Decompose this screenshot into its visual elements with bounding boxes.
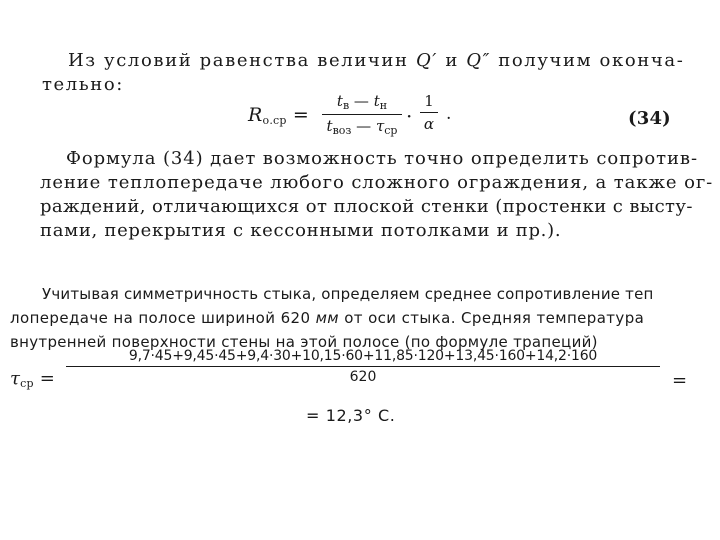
formula34-dot: · [406,104,413,128]
formula34-alpha: α [423,115,435,133]
formula34-den-t-sub: воз [332,124,352,137]
formula34-fraction [322,92,402,137]
formula34-r-symbol: R [248,104,263,126]
tau-trailing-equals: = [672,370,688,391]
formula34-number: (34) [628,108,671,129]
formula34-one-over-alpha-bar [420,112,438,113]
formula34-num-minus: — [353,92,369,110]
tau-subscript: ср [20,377,34,390]
formula34-lhs [248,104,309,127]
q-double-prime-symbol: Q″ [466,50,491,71]
para3-line2 [10,309,644,327]
formula34-one: 1 [424,92,434,110]
para1-line1 [68,50,684,71]
formula34-one-over-alpha [420,92,438,133]
formula34-end-dot: . [446,104,452,124]
para2-line4: пами, перекрытия с кессонными потолками и пр.). [40,220,562,241]
para3-unit-mm: мм [315,309,340,327]
para2-line1: Формула (34) дает возможность точно определить сопротив- [66,148,698,169]
para2-line3: раждений, отличающихся от плоской стенки (простенки с высту- [40,196,693,217]
tau-fraction [66,348,660,385]
tau-denominator: 620 [349,369,377,385]
formula34-den-tau-sub: ср [384,124,398,137]
para3-line2-start: лопередаче на полосе шириной 620 [10,309,311,327]
q-prime-symbol: Q′ [415,50,438,71]
tau-numerator: 9,7·45+9,45·45+9,4·30+10,15·60+11,85·120+13,45·160+14,2·160 [128,348,598,364]
formula34-num-t1-sub: в [342,99,350,112]
tau-fraction-bar [66,366,660,367]
tau-symbol: τ [10,368,21,389]
para3-line1: Учитывая симметричность стыка, определяем среднее сопротивление теп [42,285,654,303]
formula34-r-subscript: о.ср [262,114,287,127]
para1-text-end: получим оконча- [498,50,685,71]
formula34-equals: = [292,104,310,126]
para1-line2: тельно: [42,74,124,95]
formula34-den-minus: — [356,117,372,135]
para3-line3: внутренней поверхности стены на этой полосе (по формуле трапеций) [10,333,598,351]
para3-line2-end: от оси стыка. Средняя температура [344,309,645,327]
formula34-num-t2: t [373,92,380,110]
tau-lhs [10,368,55,390]
formula34-denominator [322,117,402,137]
formula34-den-tau: τ [375,117,385,135]
formula34-numerator [322,92,402,112]
tau-result: = 12,3° С. [306,406,396,425]
para1-text: Из условий равенства величин [68,50,409,71]
formula34-fraction-bar [322,114,402,115]
formula34-num-t2-sub: н [379,99,388,112]
tau-equals: = [39,368,55,389]
para1-and: и [445,50,459,71]
formula34-num-t1: t [336,92,343,110]
para2-line2: ление теплопередаче любого сложного ограждения, а также ог- [40,172,714,193]
formula34-den-t: t [326,117,333,135]
